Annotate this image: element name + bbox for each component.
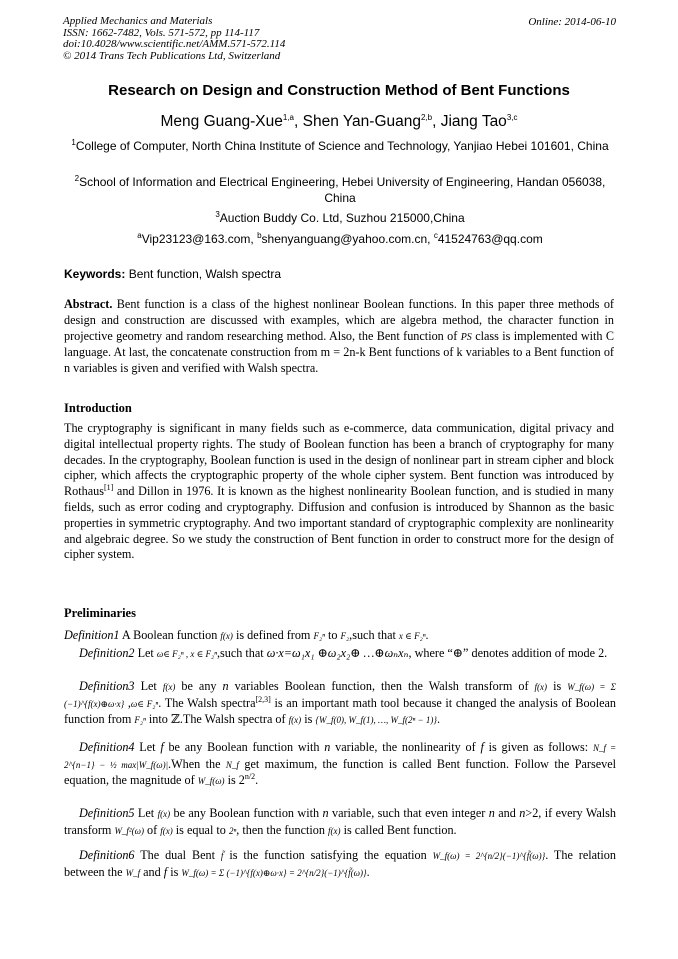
author-name: Jiang Tao [440,113,507,130]
online-date: Online: 2014-06-10 [528,16,616,28]
email-line: $^a$Vip23123@163.com, $^b$shenyanguang@yahoo.com.cn, $^c$41524763@qq.com [137,231,543,246]
definition-6: Definition6 The dual Bent f̃ is the function satisfying the equation W_f(ω) = 2^{n/2}(−1)^{f̃(ω)}. The relation between the W_f and f is W_f(ω) = Σ (−1)^{f(x)⊕ω·x} = 2^{n/2}(−1)^{f̃(ω)}. [64,848,616,879]
issn-line: ISSN: 1662-7482, Vols. 571-572, pp 114-117 [63,26,260,39]
definition-4: Definition4 Let f be any Boolean function with n variable, the nonlinearity of f is given as follows: N_f = 2^{n−1} − ½ max|W_f(ω)|.When the N_f get maximum, the function is called Bent function. Follow the Parsevel equation, the magnitude of W_f(ω) is $2^{n/2}$. [64,740,617,787]
copyright-line: © 2014 Trans Tech Publications Ltd, Switzerland [63,49,281,62]
email-link[interactable]: shenyanguang@yahoo.com.cn, [261,232,434,246]
introduction-text: The cryptography is significant in many fields such as e-commerce, data communication, digital privacy and digital intellectual property rights. The study of Boolean function has been a branch of cryptography for many decades. In the cryptography, Boolean function is used in the design of nonlinear part in stream cipher and block cipher, which affects the cryptographic property of the whole cipher system. Bent function was introduced by Rothaus[1] and Dillon in 1976. It is known as the highest nonlinearity Boolean function, and is studied in many fields, such as error coding and cryptography. Diffusion and confusion is introduced by Shannon as the basic properties in symmetric cryptography. And two important standard of cryptographic complexity are nonlinearity and algebraic degree. So we study the construction of Bent function in order to construct more for the design of cipher system. [64,421,614,562]
citation-ref[interactable]: [1] [103,483,114,493]
paper-title: Research on Design and Construction Method of Bent Functions [108,82,570,99]
doi-line: doi:10.4028/www.scientific.net/AMM.571-572.114 [63,38,286,50]
section-heading-introduction: Introduction [64,401,132,415]
journal-name: Applied Mechanics and Materials [63,15,213,27]
author-list: Meng Guang-Xue$^{1,a}$, Shen Yan-Guang$^{2,b}$, Jiang Tao$^{3,c}$ [160,112,518,130]
author-name: Meng Guang-Xue [160,113,283,130]
email-link[interactable]: Vip23123@163.com, [141,232,258,246]
affiliation-1: $^1$College of Computer, North China Institute of Science and Technology, Yanjiao Hebei 101601, China [71,138,609,153]
section-heading-preliminaries: Preliminaries [64,606,136,620]
affiliation-3: $^3$Auction Buddy Co. Ltd, Suzhou 215000,China [215,210,465,225]
definition-3: Definition3 Let f(x) be any n variables Boolean function, then the Walsh transform of f(x) is W_f(ω) = Σ (−1)^{f(x)⊕ω·x} ,ω∈ F₂ⁿ. The Walsh spectra[2,3] is an important math tool because it changed the analysis of Boolean function from F₂ⁿ into ℤ.The Walsh spectra of f(x) is {W_f(0), W_f(1), …, W_f(2ⁿ − 1)}. [64,679,617,726]
abstract: Abstract. Bent function is a class of the highest nonlinear Boolean functions. In this paper three methods of design and construction are discussed with examples, which are algebra method, the character function in projective geometry and random researching method. Also, the Bent function of PS class is implemented with C language. At last, the concatenate construction from m = 2n-k Bent functions of k variables to a Bent function of n variables is given and verified with Walsh spectra. [64,297,614,376]
journal-header [63,16,285,62]
citation-ref[interactable]: [2,3] [255,694,271,704]
affiliation-2: $^2$School of Information and Electrical Engineering, Hebei University of Engineering, Handan 056038, China [74,174,606,205]
definition-5: Definition5 Let f(x) be any Boolean function with n variable, such that even integer n and n>2, if every Walsh transform W_f²(ω) of f(x) is equal to 2ⁿ, then the function f(x) is called Bent function. [64,806,616,837]
author-name: Shen Yan-Guang [302,113,421,130]
definition-2: Definition2 Let ω∈ F₂ⁿ , x ∈ F₂ⁿ,such that ω·x=ω₁x₁ ⊕ω₂x₂⊕ …⊕ωₙxₙ, where “⊕” denotes addition of mode 2. [79,646,608,660]
keywords: Keywords: Bent function, Walsh spectra [64,267,281,281]
email-link[interactable]: 41524763@qq.com [437,232,543,246]
definition-1: Definition1 A Boolean function f(x) is defined from F₂ⁿ to F₂,such that x ∈ F₂ⁿ. [64,628,429,642]
